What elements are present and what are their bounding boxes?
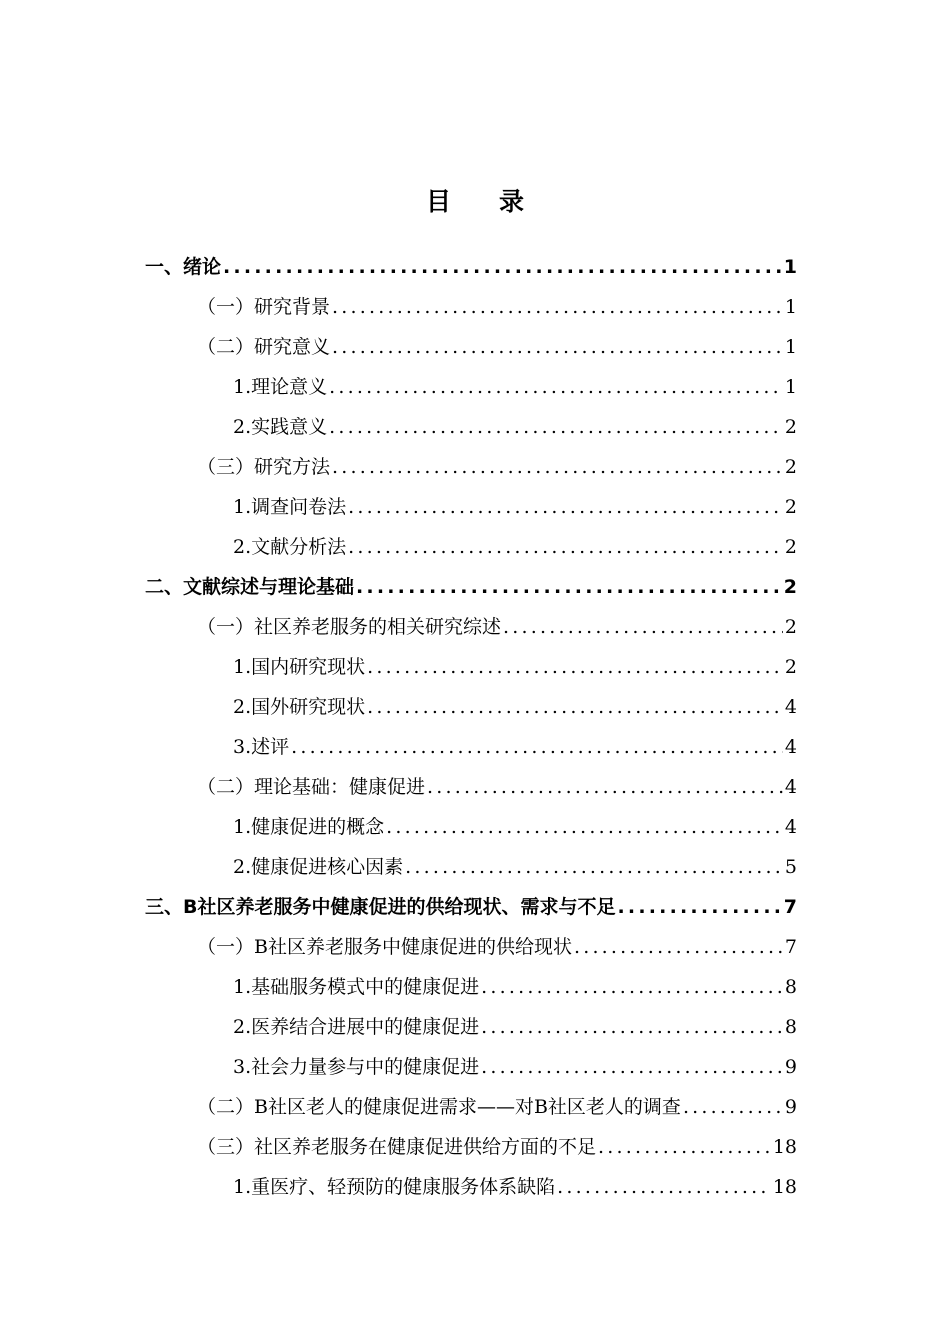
toc-entry-text: （二）B社区老人的健康促进需求——对B社区老人的调查 bbox=[197, 1096, 681, 1118]
toc-entry[interactable] bbox=[0, 1087, 950, 1127]
toc-entry[interactable] bbox=[0, 247, 950, 287]
toc-entry-text: （一）社区养老服务的相关研究综述 bbox=[197, 616, 502, 638]
toc-entry-page: 9 bbox=[784, 1096, 797, 1118]
toc-leader bbox=[503, 607, 783, 647]
toc-entry-text: 1.理论意义 bbox=[233, 376, 328, 398]
toc-entry-page: 18 bbox=[772, 1136, 797, 1158]
toc-entry-text: 2.健康促进核心因素 bbox=[233, 856, 404, 878]
toc-entry[interactable] bbox=[0, 607, 950, 647]
toc-leader bbox=[598, 1127, 771, 1167]
toc-entry-page: 7 bbox=[784, 936, 797, 958]
toc-entry[interactable] bbox=[0, 767, 950, 807]
toc-entry-page: 1 bbox=[784, 336, 797, 358]
toc-entry[interactable] bbox=[0, 807, 950, 847]
toc-leader bbox=[356, 567, 782, 607]
toc-entry-page: 2 bbox=[784, 616, 797, 638]
toc-leader bbox=[367, 687, 783, 727]
toc-entry-text: 1.国内研究现状 bbox=[233, 656, 366, 678]
toc-entry[interactable] bbox=[0, 447, 950, 487]
toc-entry-page: 4 bbox=[784, 816, 797, 838]
toc-leader bbox=[329, 367, 783, 407]
toc-leader bbox=[405, 847, 783, 887]
toc-entry[interactable] bbox=[0, 687, 950, 727]
toc-entry[interactable] bbox=[0, 727, 950, 767]
toc-leader bbox=[223, 247, 782, 287]
toc-leader bbox=[683, 1087, 783, 1127]
toc-entry-page: 2 bbox=[784, 656, 797, 678]
toc-entry-page: 4 bbox=[784, 776, 797, 798]
toc-leader bbox=[617, 887, 781, 927]
toc-leader bbox=[386, 807, 783, 847]
toc-entry-page: 2 bbox=[783, 576, 797, 598]
toc-entry-page: 4 bbox=[784, 736, 797, 758]
toc-entry[interactable] bbox=[0, 287, 950, 327]
toc-entry-text: 三、B社区养老服务中健康促进的供给现状、需求与不足 bbox=[145, 896, 616, 918]
toc-entry-text: （三）研究方法 bbox=[197, 456, 331, 478]
toc-entry-page: 2 bbox=[784, 456, 797, 478]
toc-leader bbox=[348, 527, 783, 567]
toc-entry[interactable] bbox=[0, 1007, 950, 1047]
toc-entry-text: 3.述评 bbox=[233, 736, 290, 758]
toc-entry[interactable] bbox=[0, 367, 950, 407]
toc-entry[interactable] bbox=[0, 1127, 950, 1167]
toc-entry[interactable] bbox=[0, 1047, 950, 1087]
toc-entry[interactable] bbox=[0, 927, 950, 967]
toc-entry-page: 1 bbox=[783, 256, 797, 278]
toc-entry-text: 2.文献分析法 bbox=[233, 536, 347, 558]
toc-entry-page: 2 bbox=[784, 536, 797, 558]
toc-leader bbox=[427, 767, 783, 807]
toc-entry-text: （二）研究意义 bbox=[197, 336, 331, 358]
toc-entry-page: 2 bbox=[784, 496, 797, 518]
toc-leader bbox=[332, 287, 783, 327]
toc-entry-page: 7 bbox=[783, 896, 797, 918]
toc-entry-text: （一）研究背景 bbox=[197, 296, 331, 318]
toc-leader bbox=[332, 327, 783, 367]
toc-entry[interactable] bbox=[0, 967, 950, 1007]
toc-entry-text: 3.社会力量参与中的健康促进 bbox=[233, 1056, 480, 1078]
toc-entry[interactable] bbox=[0, 407, 950, 447]
toc-entry-page: 2 bbox=[784, 416, 797, 438]
toc-entry-text: 2.实践意义 bbox=[233, 416, 328, 438]
toc-leader bbox=[557, 1167, 771, 1207]
toc-entry[interactable] bbox=[0, 487, 950, 527]
toc-leader bbox=[332, 447, 783, 487]
toc-entry-page: 1 bbox=[784, 296, 797, 318]
toc-entry-page: 18 bbox=[772, 1176, 797, 1198]
toc-title bbox=[0, 182, 950, 222]
toc-entry[interactable] bbox=[0, 327, 950, 367]
toc-leader bbox=[367, 647, 783, 687]
toc-entry-text: 2.国外研究现状 bbox=[233, 696, 366, 718]
toc-entry-page: 9 bbox=[784, 1056, 797, 1078]
toc-leader bbox=[291, 727, 783, 767]
toc-title-left: 目 bbox=[425, 187, 451, 216]
toc-entry-page: 1 bbox=[784, 376, 797, 398]
toc-entry-page: 4 bbox=[784, 696, 797, 718]
toc-entry-text: （三）社区养老服务在健康促进供给方面的不足 bbox=[197, 1136, 597, 1158]
toc-entry[interactable] bbox=[0, 847, 950, 887]
toc-leader bbox=[481, 1007, 783, 1047]
toc-entry[interactable] bbox=[0, 887, 950, 927]
toc-entry[interactable] bbox=[0, 647, 950, 687]
toc-entry-page: 8 bbox=[784, 976, 797, 998]
toc-list bbox=[0, 247, 950, 1207]
toc-entry[interactable] bbox=[0, 1167, 950, 1207]
toc-entry[interactable] bbox=[0, 527, 950, 567]
toc-entry-text: 1.健康促进的概念 bbox=[233, 816, 385, 838]
toc-entry-text: 1.基础服务模式中的健康促进 bbox=[233, 976, 480, 998]
toc-entry-text: 2.医养结合进展中的健康促进 bbox=[233, 1016, 480, 1038]
toc-entry-page: 5 bbox=[784, 856, 797, 878]
toc-entry-text: 1.调查问卷法 bbox=[233, 496, 347, 518]
toc-title-right: 录 bbox=[499, 187, 525, 216]
toc-entry-text: 1.重医疗、轻预防的健康服务体系缺陷 bbox=[233, 1176, 556, 1198]
toc-leader bbox=[574, 927, 783, 967]
toc-leader bbox=[481, 1047, 783, 1087]
toc-entry-text: （一）B社区养老服务中健康促进的供给现状 bbox=[197, 936, 572, 958]
toc-entry-text: 二、文献综述与理论基础 bbox=[145, 576, 355, 598]
toc-leader bbox=[348, 487, 783, 527]
toc-leader bbox=[329, 407, 783, 447]
toc-entry[interactable] bbox=[0, 567, 950, 607]
toc-entry-text: 一、绪论 bbox=[145, 256, 222, 278]
toc-entry-text: （二）理论基础：健康促进 bbox=[197, 776, 426, 798]
toc-leader bbox=[481, 967, 783, 1007]
toc-entry-page: 8 bbox=[784, 1016, 797, 1038]
